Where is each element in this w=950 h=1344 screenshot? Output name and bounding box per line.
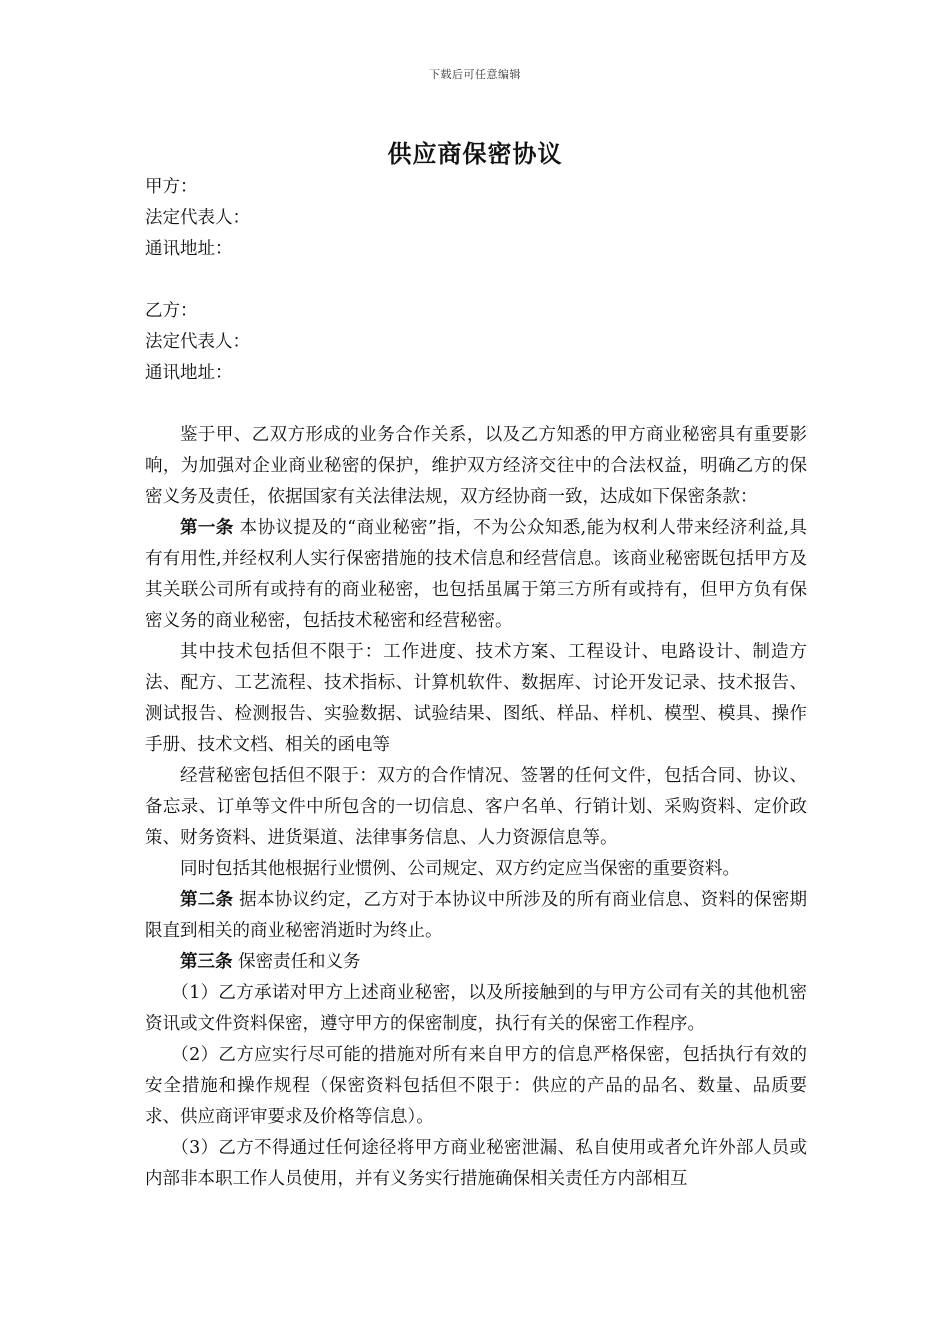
party-a-name: 甲方：: [145, 177, 198, 197]
article-2-text: 据本协议约定，乙方对于本协议中所涉及的所有商业信息、资料的保密期限直到相关的商业秘密消逝时为终止。: [145, 890, 808, 941]
article-2-heading: 第二条: [180, 890, 234, 910]
article-3-heading: 第三条: [180, 952, 233, 972]
party-a-representative: 法定代表人：: [145, 208, 250, 228]
document-title: 供应商保密协议: [387, 139, 563, 168]
document-body: [145, 172, 807, 1195]
clause-2-paragraph: （2）乙方应实行尽可能的措施对所有来自甲方的信息严格保密，包括执行有效的安全措施和操作规程（保密资料包括但不限于：供应的产品的品名、数量、品质要求、供应商评审要求及价格等信息）。: [145, 1045, 807, 1127]
article-3-paragraph: [145, 947, 807, 978]
blank-line: [145, 265, 807, 296]
article-3-text: 保密责任和义务: [232, 952, 361, 972]
party-b-representative: 法定代表人：: [145, 332, 250, 352]
party-b-address: 通讯地址：: [145, 363, 233, 383]
preamble-paragraph: 鉴于甲、乙双方形成的业务合作关系，以及乙方知悉的甲方商业秘密具有重要影响，为加强对企业商业秘密的保护，维护双方经济交往中的合法权益，明确乙方的保密义务及责任，依据国家有关法律法规，双方经协商一致，达成如下保密条款：: [145, 425, 807, 507]
header-note: 下载后可任意编辑: [429, 68, 521, 81]
blank-line: [145, 389, 807, 420]
article-1-paragraph: [145, 513, 807, 637]
party-a-address: 通讯地址：: [145, 239, 233, 259]
article-2-paragraph: [145, 885, 807, 947]
tech-secrets-paragraph: 其中技术包括但不限于：工作进度、技术方案、工程设计、电路设计、制造方法、配方、工艺流程、技术指标、计算机软件、数据库、讨论开发记录、技术报告、测试报告、检测报告、实验数据、试验结果、图纸、样品、样机、模型、模具、操作手册、技术文档、相关的函电等: [145, 642, 807, 755]
clause-3-paragraph: （3）乙方不得通过任何途径将甲方商业秘密泄漏、私自使用或者允许外部人员或内部非本职工作人员使用，并有义务实行措施确保相关责任方内部相互: [145, 1138, 807, 1189]
also-include-paragraph: 同时包括其他根据行业惯例、公司规定、双方约定应当保密的重要资料。: [180, 859, 740, 879]
article-1-heading: 第一条: [180, 518, 234, 538]
business-secrets-paragraph: 经营秘密包括但不限于：双方的合作情况、签署的任何文件，包括合同、协议、备忘录、订单等文件中所包含的一切信息、客户名单、行销计划、采购资料、定价政策、财务资料、进货渠道、法律事务信息、人力资源信息等。: [145, 766, 807, 848]
party-b-name: 乙方：: [145, 301, 198, 321]
article-1-text: 本协议提及的“商业秘密”指，不为公众知悉,能为权利人带来经济利益,具有有用性,并经权利人实行保密措施的技术信息和经营信息。该商业秘密既包括甲方及其关联公司所有或持有的商业秘密，也包括虽属于第三方所有或持有，但甲方负有保密义务的商业秘密，包括技术秘密和经营秘密。: [145, 518, 807, 631]
clause-1-paragraph: （1）乙方承诺对甲方上述商业秘密，以及所接触到的与甲方公司有关的其他机密资讯或文件资料保密，遵守甲方的保密制度，执行有关的保密工作程序。: [145, 983, 807, 1034]
